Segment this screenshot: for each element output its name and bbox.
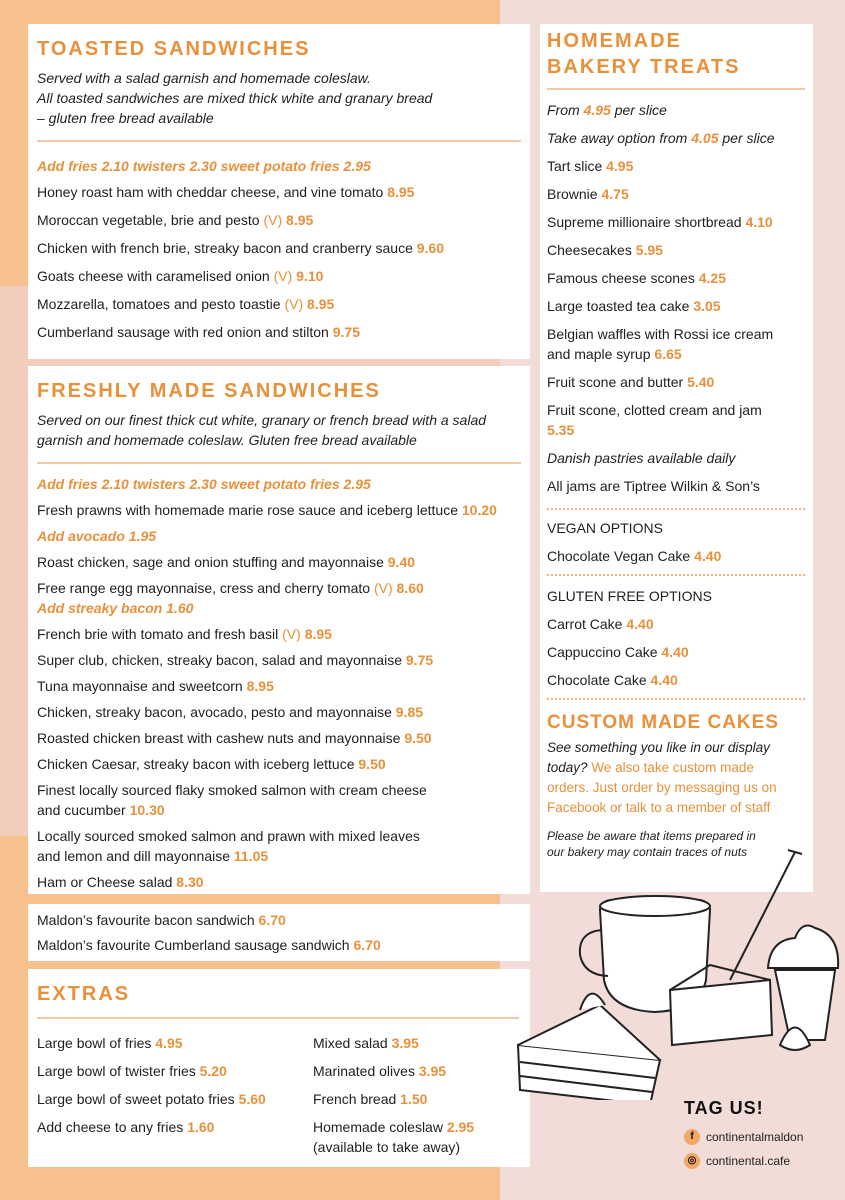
menu-item: Belgian waffles with Rossi ice cream and maple syrup 6.65 — [547, 326, 774, 362]
menu-item: Supreme millionaire shortbread 4.10 — [547, 214, 773, 230]
menu-item: Tart slice 4.95 — [547, 158, 634, 174]
vegan-title: VEGAN OPTIONS — [547, 520, 663, 536]
menu-item: Maldon’s favourite Cumberland sausage sandwich 6.70 — [37, 937, 381, 953]
menu-item: Homemade coleslaw 2.95 (available to take away) — [313, 1119, 475, 1155]
menu-item: Chicken with french brie, streaky bacon and cranberry sauce 9.60 — [37, 240, 444, 256]
section-title: EXTRAS — [37, 983, 131, 1005]
menu-item: French bread 1.50 — [313, 1091, 428, 1107]
toasted-sandwiches-section — [28, 24, 530, 359]
menu-item: Chocolate Vegan Cake 4.40 — [547, 548, 722, 564]
extras-section — [28, 969, 530, 1167]
instagram-handle: continental.cafe — [706, 1154, 791, 1168]
menu-item: Roast chicken, sage and onion stuffing and mayonnaise 9.40 — [37, 554, 416, 570]
fries-addon: Add fries 2.10 twisters 2.30 sweet potato fries 2.95 — [37, 476, 371, 492]
facebook-handle: continentalmaldon — [706, 1130, 804, 1144]
divider — [37, 140, 521, 142]
tag-us-title: TAG US! — [684, 1098, 764, 1118]
gluten-free-title: GLUTEN FREE OPTIONS — [547, 588, 712, 604]
menu-item: Famous cheese scones 4.25 — [547, 270, 726, 286]
menu-item: Ham or Cheese salad 8.30 — [37, 874, 204, 890]
instagram-icon: ◎ — [684, 1153, 700, 1169]
menu-list — [37, 182, 521, 350]
menu-item: Fruit scone, clotted cream and jam 5.35 — [547, 402, 762, 438]
danish-note: Danish pastries available daily — [547, 450, 736, 466]
section-title: HOMEMADE BAKERY TREATS — [547, 30, 741, 78]
menu-item: Goats cheese with caramelised onion (V) 9.10 — [37, 268, 324, 284]
facebook-link[interactable] — [684, 1129, 834, 1145]
bacon-addon: Add streaky bacon 1.60 — [37, 600, 194, 616]
section-intro: Served with a salad garnish and homemade coleslaw. All toasted sandwiches are mixed thick white and granary bread – gluten free bread available — [37, 70, 433, 126]
menu-item: Cumberland sausage with red onion and stilton 9.75 — [37, 324, 360, 340]
fries-addon: Add fries 2.10 twisters 2.30 sweet potato fries 2.95 — [37, 158, 371, 174]
menu-item: Cappuccino Cake 4.40 — [547, 644, 689, 660]
menu-item: Large bowl of fries 4.95 — [37, 1035, 183, 1051]
dotted-divider — [547, 508, 805, 510]
menu-item: Mozzarella, tomatoes and pesto toastie (V) 8.95 — [37, 296, 335, 312]
menu-item: Brownie 4.75 — [547, 186, 629, 202]
jams-note: All jams are Tiptree Wilkin & Son’s — [547, 478, 760, 494]
tag-us-block — [684, 1098, 834, 1169]
menu-item: Fresh prawns with homemade marie rose sauce and iceberg lettuce 10.20 — [37, 502, 497, 518]
menu-item: Chicken, streaky bacon, avocado, pesto and mayonnaise 9.85 — [37, 704, 424, 720]
menu-item: Chicken Caesar, streaky bacon with iceberg lettuce 9.50 — [37, 756, 386, 772]
menu-item: Free range egg mayonnaise, cress and cherry tomato (V) 8.60 — [37, 580, 424, 596]
takeaway-price: Take away option from 4.05 per slice — [547, 130, 775, 146]
section-title: TOASTED SANDWICHES — [37, 38, 311, 60]
divider — [37, 462, 521, 464]
dotted-divider — [547, 574, 805, 576]
menu-list — [37, 500, 521, 898]
menu-item: Locally sourced smoked salmon and prawn with mixed leaves and lemon and dill mayonnaise 11.05 — [37, 828, 420, 864]
menu-item: Marinated olives 3.95 — [313, 1063, 447, 1079]
cake-illustration — [510, 840, 840, 1100]
allergy-note: Please be aware that items prepared in our bakery may contain traces of nuts — [547, 829, 756, 859]
menu-item: Finest locally sourced flaky smoked salmon with cream cheese and cucumber 10.30 — [37, 782, 427, 818]
menu-item: Large bowl of sweet potato fries 5.60 — [37, 1091, 266, 1107]
custom-cakes-title: CUSTOM MADE CAKES — [547, 712, 779, 733]
freshly-made-sandwiches-section — [28, 366, 530, 894]
avocado-addon: Add avocado 1.95 — [37, 528, 157, 544]
menu-item: Tuna mayonnaise and sweetcorn 8.95 — [37, 678, 274, 694]
bakery-section — [540, 24, 813, 892]
extras-left-list — [37, 1029, 266, 1141]
menu-item: Honey roast ham with cheddar cheese, and vine tomato 8.95 — [37, 184, 415, 200]
coleslaw-note: (available to take away) — [313, 1139, 461, 1155]
facebook-icon: f — [684, 1129, 700, 1145]
menu-item: Cheesecakes 5.95 — [547, 242, 663, 258]
maldon-favourites-section — [28, 904, 530, 961]
menu-item: Add cheese to any fries 1.60 — [37, 1119, 215, 1135]
section-title: FRESHLY MADE SANDWICHES — [37, 380, 381, 402]
menu-item: Mixed salad 3.95 — [313, 1035, 419, 1051]
menu-item: Chocolate Cake 4.40 — [547, 672, 678, 688]
menu-item: Super club, chicken, streaky bacon, salad and mayonnaise 9.75 — [37, 652, 434, 668]
price-from: From 4.95 per slice — [547, 102, 667, 118]
dotted-divider — [547, 698, 805, 700]
divider — [547, 88, 805, 90]
menu-item: Large bowl of twister fries 5.20 — [37, 1063, 227, 1079]
custom-cakes-text: See something you like in our display today? We also take custom made orders. Just order by messaging us on Facebook or talk to a member of staff — [547, 740, 777, 815]
extras-right-list — [313, 1029, 474, 1157]
menu-item: French brie with tomato and fresh basil (V) 8.95 — [37, 626, 332, 642]
menu-item: Carrot Cake 4.40 — [547, 616, 654, 632]
menu-item: Moroccan vegetable, brie and pesto (V) 8.95 — [37, 212, 314, 228]
menu-item: Fruit scone and butter 5.40 — [547, 374, 715, 390]
menu-item: Roasted chicken breast with cashew nuts and mayonnaise 9.50 — [37, 730, 432, 746]
divider — [37, 1017, 519, 1019]
menu-item: Maldon’s favourite bacon sandwich 6.70 — [37, 912, 286, 928]
section-intro: Served on our finest thick cut white, granary or french bread with a salad garnish and homemade coleslaw. Gluten free bread available — [37, 412, 487, 448]
instagram-link[interactable] — [684, 1153, 834, 1169]
menu-item: Large toasted tea cake 3.05 — [547, 298, 721, 314]
